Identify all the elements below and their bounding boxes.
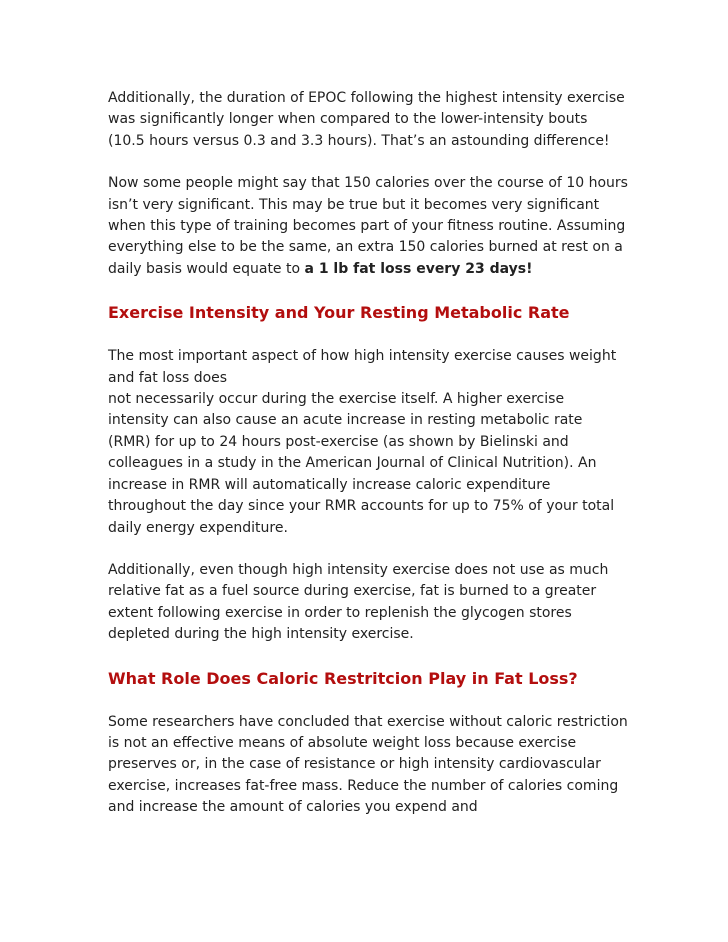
paragraph-rmr-rest: not necessarily occur during the exercise itself. A higher exercise intensity can also cause an acute increase in resting metabolic rate (RMR) for up to 24 hours post-exercise (as shown by Bielinski and colleagues in a study in the American Journal of Clinical Nutrition). An increase in RMR will automatically increase caloric expenditure throughout the day since your RMR accounts for up to 75% of your total daily energy expenditure.	[108, 391, 615, 536]
heading-caloric-restriction: What Role Does Caloric Restritcion Play in Fat Loss?	[108, 668, 578, 688]
paragraph-caloric-restriction: Some researchers have concluded that exercise without caloric restriction is not an effective means of absolute weight loss because exercise preserves or, in the case of resistance or high intensity cardiovascular exercise, increases fat-free mass. Reduce the number of calories coming and increase the amount of calories you expend and	[108, 713, 628, 816]
paragraph-rmr	[108, 346, 628, 539]
paragraph-epoc-duration: Additionally, the duration of EPOC following the highest intensity exercise was significantly longer when compared to the lower-intensity bouts (10.5 hours versus 0.3 and 3.3 hours). That’s an astounding difference!	[108, 90, 625, 149]
paragraph-fat-fuel-source: Additionally, even though high intensity exercise does not use as much relative fat as a fuel source during exercise, fat is burned to a greater extent following exercise in order to replenish the glycogen stores depleted during the high intensity exercise.	[108, 561, 609, 643]
paragraph-calories-text: Now some people might say that 150 calories over the course of 10 hours isn’t very significant. This may be true but it becomes very significant when this type of training becomes part of your fitness routine. Assuming everything else to be the same, an extra 150 calories burned at rest on a daily basis would equate to	[108, 175, 628, 277]
paragraph-calories-significance	[108, 173, 628, 280]
fat-loss-highlight: a 1 lb fat loss every 23 days!	[304, 260, 533, 277]
document-page	[108, 88, 628, 819]
heading-exercise-intensity-rmr: Exercise Intensity and Your Resting Metabolic Rate	[108, 303, 570, 323]
paragraph-rmr-line1: The most important aspect of how high intensity exercise causes weight and fat loss does	[108, 348, 617, 386]
